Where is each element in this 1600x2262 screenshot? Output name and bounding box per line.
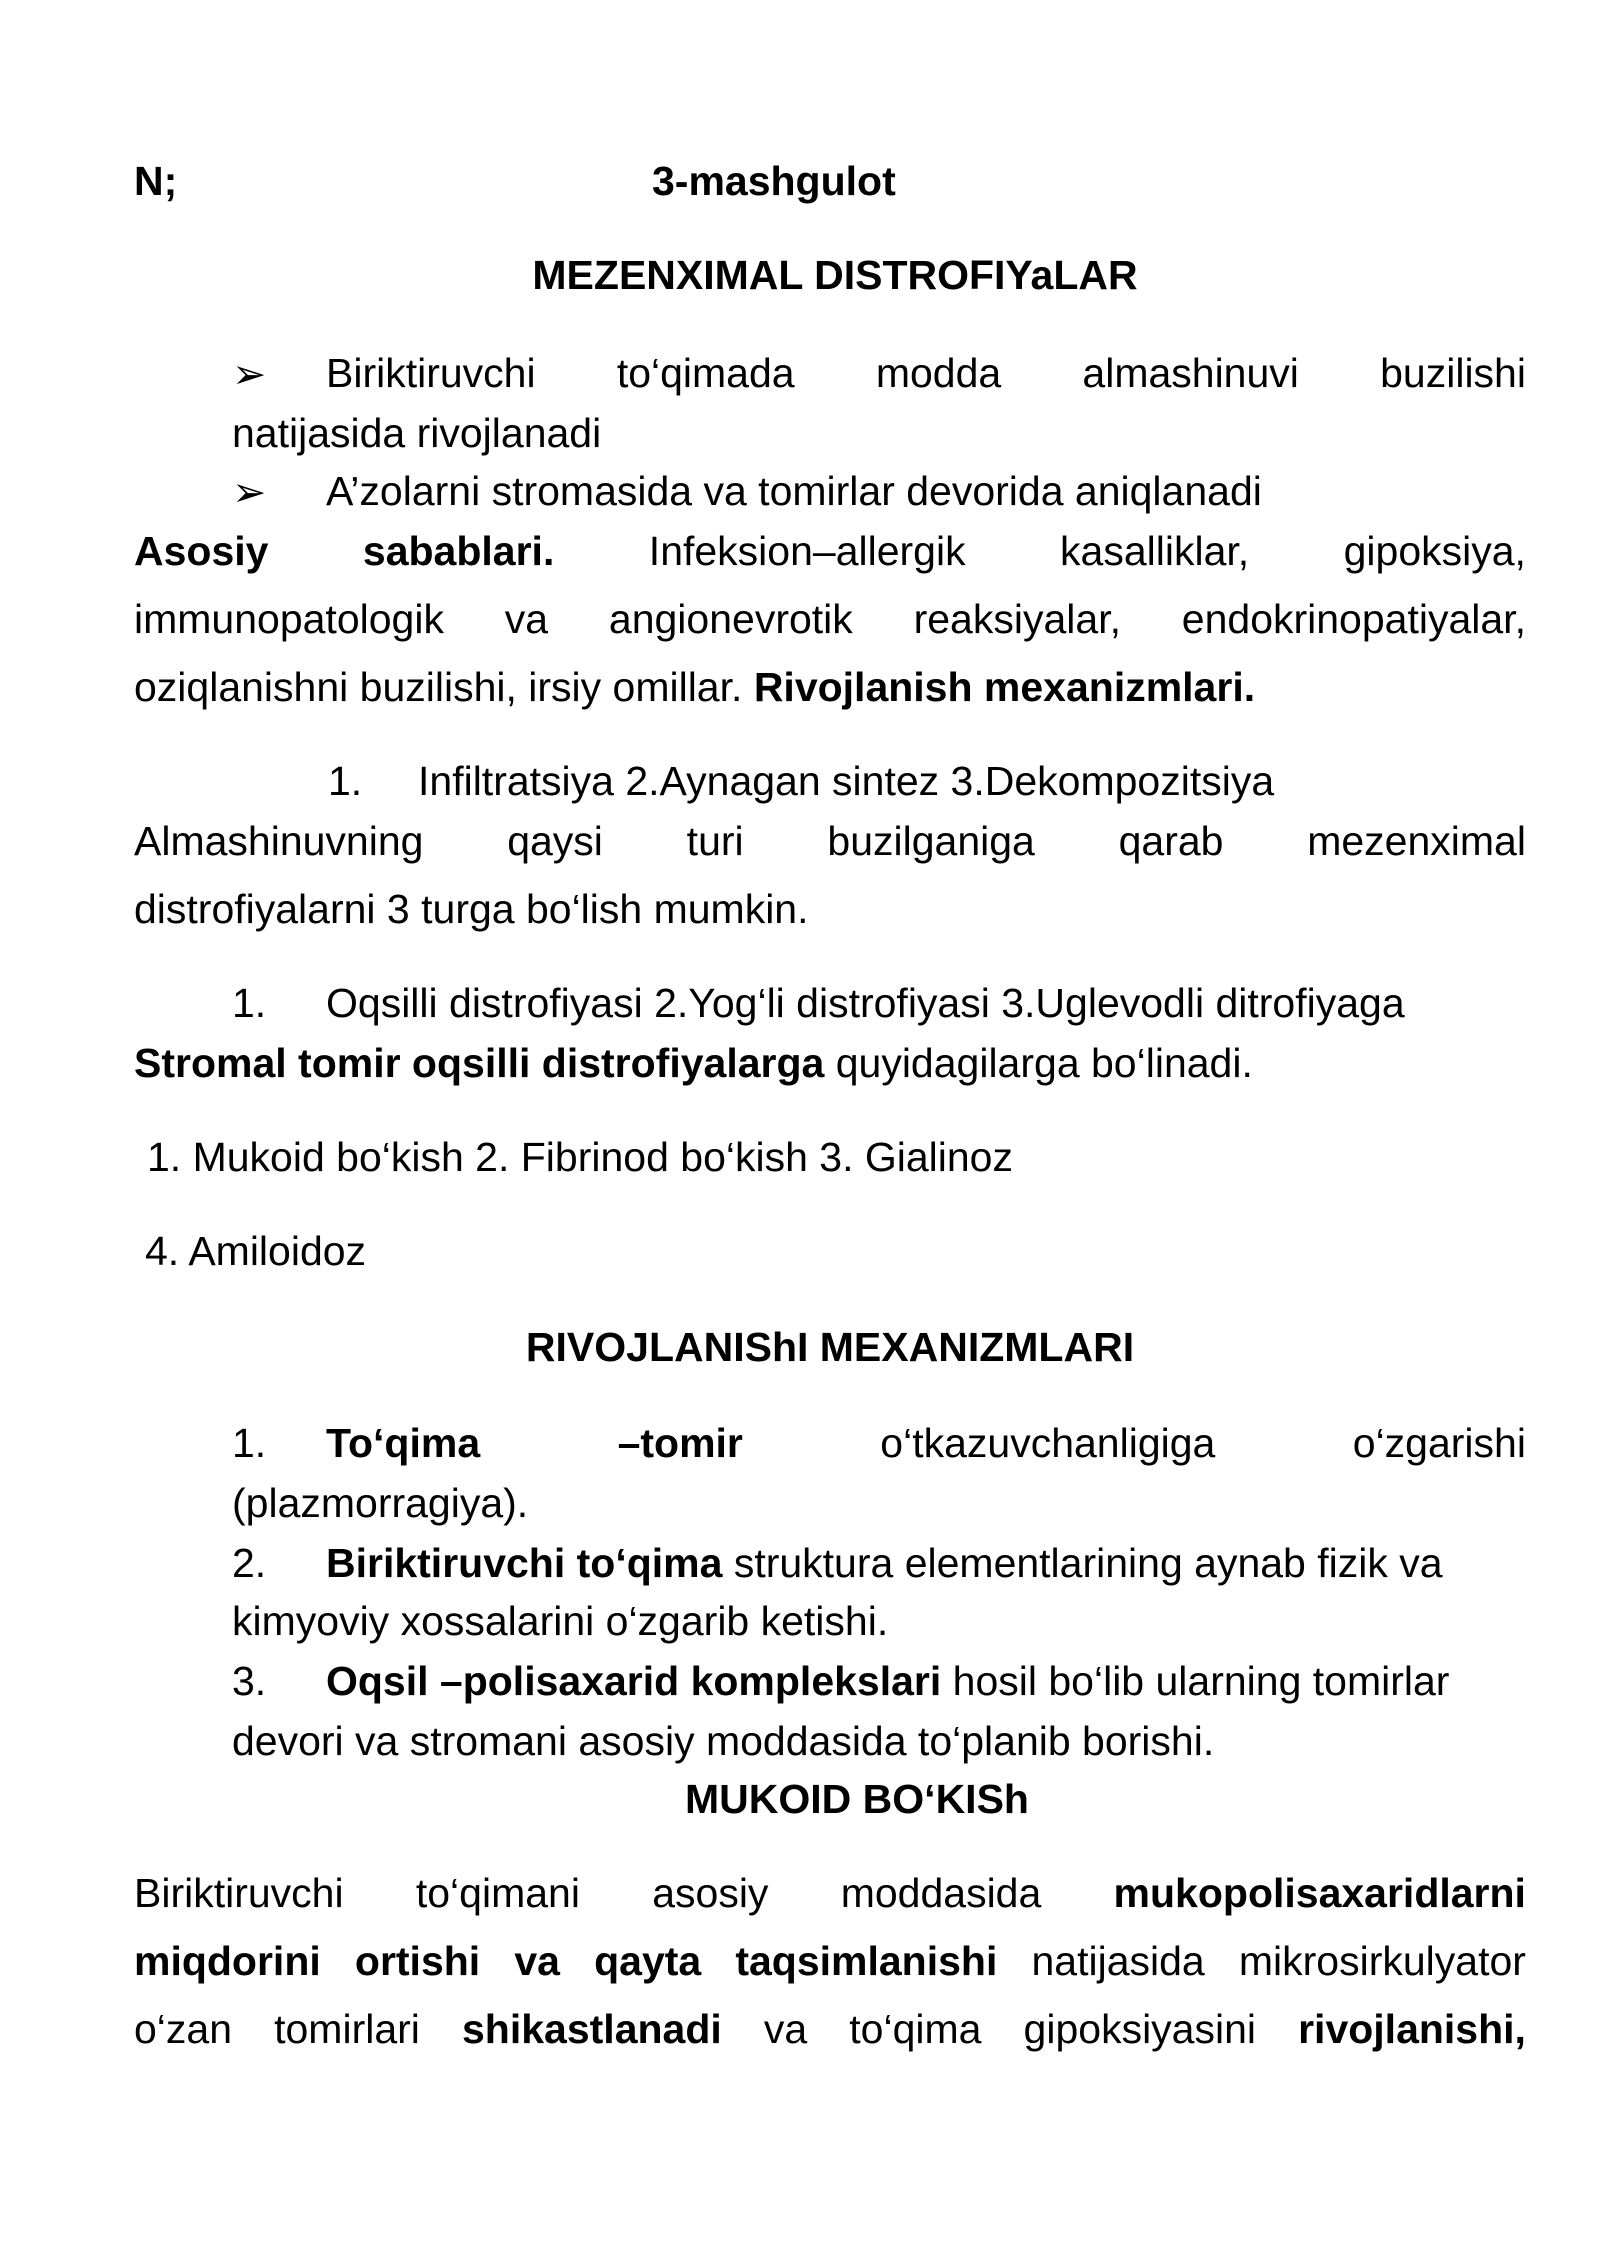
word: Biriktiruvchi — [134, 1870, 344, 1916]
classification-line-2: distrofiyalarni 3 turga bo‘lish mumkin. — [134, 886, 809, 932]
list-number: 2. — [232, 1540, 267, 1586]
bullet-1-line-2: natijasida rivojlanadi — [232, 410, 602, 456]
page-title: MEZENXIMAL DISTROFIYaLAR — [532, 252, 1138, 298]
word: Infeksion–allergik — [648, 528, 966, 574]
word: reaksiyalar, — [913, 596, 1121, 642]
word: gipoksiya, — [1343, 528, 1526, 574]
word: qaysi — [507, 818, 603, 864]
word: buzilganiga — [827, 818, 1035, 864]
mechanisms-label: Rivojlanish mexanizmlari. — [753, 664, 1256, 710]
numbered-1-line-1 — [326, 1420, 1526, 1467]
numbered-2-rest: struktura elementlarining aynab fizik va — [722, 1540, 1443, 1586]
word: almashinuvi — [1082, 350, 1299, 396]
word: taqsimlanishi — [735, 1938, 998, 1984]
causes-text: oziqlanishni buzilishi, irsiy omillar. — [134, 664, 743, 710]
list-number: 1. — [328, 758, 363, 804]
word: endokrinopatiyalar, — [1181, 596, 1526, 642]
types-list-text: Oqsilli distrofiyasi 2.Yog‘li distrofiyasi 3.Uglevodli ditrofiyaga — [326, 980, 1405, 1026]
word: Asosiy — [134, 528, 269, 574]
closing-line-3 — [134, 2006, 1526, 2053]
list-number: 1. — [232, 980, 267, 1026]
word: moddasida — [840, 1870, 1042, 1916]
subtypes-line-1: 1. Mukoid bo‘kish 2. Fibrinod bo‘kish 3. Gialinoz — [147, 1134, 1013, 1180]
list-number: 1. — [232, 1420, 267, 1466]
word: qarab — [1118, 818, 1224, 864]
word: angionevrotik — [608, 596, 853, 642]
word: To‘qima — [326, 1420, 481, 1466]
word: shikastlanadi — [462, 2006, 722, 2052]
word: turi — [686, 818, 744, 864]
classification-line-1 — [134, 818, 1526, 865]
word: va — [763, 2006, 808, 2052]
stromal-rest: quyidagilarga bo‘linadi. — [824, 1040, 1253, 1086]
word: buzilishi — [1380, 350, 1526, 396]
causes-line-2 — [134, 596, 1526, 643]
word: tomirlari — [274, 2006, 420, 2052]
n-label: N; — [134, 158, 178, 204]
word: mikrosirkulyator — [1238, 1938, 1526, 1984]
section-title-mucoid: MUKOID BO‘KISh — [685, 1776, 1029, 1822]
word: miqdorini — [134, 1938, 321, 1984]
stromal-bold: Stromal tomir oqsilli distrofiyalarga — [134, 1040, 825, 1086]
word: va — [504, 596, 549, 642]
word: kasalliklar, — [1060, 528, 1250, 574]
arrow-bullet-icon: ➢ — [232, 469, 267, 515]
numbered-3-rest: hosil bo‘lib ularning tomirlar — [941, 1658, 1450, 1704]
causes-line-1 — [134, 528, 1526, 575]
causes-line-3 — [134, 664, 1255, 711]
word: immunopatologik — [134, 596, 444, 642]
numbered-2-line-2: kimyoviy xossalarini o‘zgarib ketishi. — [232, 1598, 889, 1644]
stromal-sentence — [134, 1040, 1253, 1087]
word: Almashinuvning — [134, 818, 424, 864]
numbered-3-line-1 — [326, 1658, 1449, 1705]
word: mezenximal — [1307, 818, 1526, 864]
word: to‘qima — [849, 2006, 982, 2052]
numbered-2-bold: Biriktiruvchi to‘qima — [326, 1540, 723, 1586]
word: ortishi — [354, 1938, 481, 1984]
word: modda — [875, 350, 1002, 396]
word: mukopolisaxaridlarni — [1113, 1870, 1526, 1916]
closing-line-2 — [134, 1938, 1526, 1985]
subtypes-line-2: 4. Amiloidoz — [145, 1228, 367, 1274]
numbered-3-line-2: devori va stromani asosiy moddasida to‘planib borishi. — [232, 1718, 1215, 1764]
bullet-2-text: A’zolarni stromasida va tomirlar devorida aniqlanadi — [326, 468, 1262, 514]
word: asosiy — [652, 1870, 769, 1916]
lesson-number: 3-mashgulot — [652, 158, 896, 204]
section-title-mechanisms: RIVOJLANIShI MEXANIZMLARI — [525, 1324, 1135, 1370]
mechanisms-list-text: Infiltratsiya 2.Aynagan sintez 3.Dekompozitsiya — [418, 758, 1275, 804]
word: o‘zgarishi — [1352, 1420, 1526, 1466]
bullet-1-line-1 — [326, 350, 1526, 397]
word: natijasida — [1031, 1938, 1205, 1984]
closing-line-1 — [134, 1870, 1526, 1917]
numbered-2-line-1 — [326, 1540, 1443, 1587]
word: o‘tkazuvchanligiga — [880, 1420, 1216, 1466]
word: rivojlanishi, — [1298, 2006, 1526, 2052]
numbered-1-line-2: (plazmorragiya). — [232, 1480, 529, 1526]
word: Biriktiruvchi — [326, 350, 536, 396]
word: va — [514, 1938, 560, 1984]
numbered-3-bold: Oqsil –polisaxarid komplekslari — [326, 1658, 942, 1704]
word: to‘qimada — [616, 350, 795, 396]
list-number: 3. — [232, 1658, 267, 1704]
word: gipoksiyasini — [1023, 2006, 1256, 2052]
word: o‘zan — [134, 2006, 233, 2052]
word: –tomir — [617, 1420, 743, 1466]
word: qayta — [594, 1938, 702, 1984]
word: to‘qimani — [415, 1870, 580, 1916]
word: sabablari. — [362, 528, 555, 574]
arrow-bullet-icon: ➢ — [232, 351, 267, 397]
